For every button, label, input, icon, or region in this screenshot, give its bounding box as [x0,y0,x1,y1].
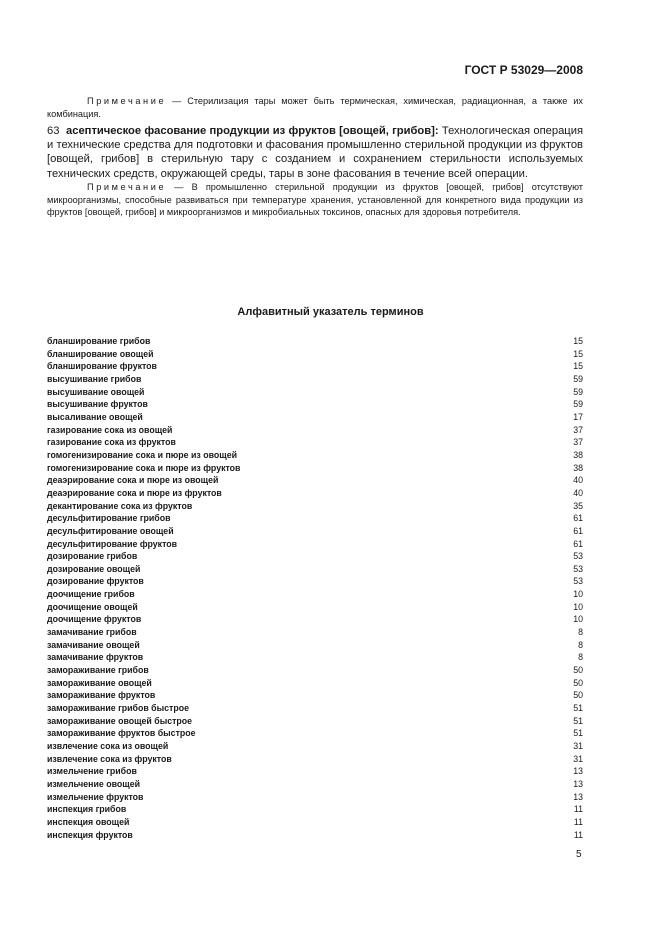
index-page: 50 [573,665,583,676]
index-page: 50 [573,677,583,688]
index-term: измельчение овощей [47,778,141,789]
term-number: 63 [47,125,60,137]
index-page: 51 [573,703,583,714]
index-page: 37 [573,424,583,435]
index-entry [47,601,583,614]
index-entry [47,727,583,740]
index-term: измельчение грибов [47,766,137,777]
index-entry [47,550,583,563]
term-index-list [47,335,583,841]
index-term: десульфитирование овощей [47,525,174,536]
index-entry [47,803,583,816]
index-page: 61 [573,513,583,524]
page-number: 5 [576,849,582,860]
index-entry [47,677,583,690]
index-entry [47,715,583,728]
index-term: замораживание грибов [47,665,149,676]
index-page: 8 [578,639,583,650]
index-term: высаливание овощей [47,411,143,422]
index-entry [47,474,583,487]
index-term: деаэрирование сока и пюре из овощей [47,475,219,486]
index-page: 10 [573,614,583,625]
index-term: высушивание овощей [47,386,145,397]
index-page: 11 [573,816,583,827]
index-entry [47,348,583,361]
index-entry [47,386,583,399]
index-entry [47,613,583,626]
index-page: 11 [573,804,583,815]
index-entry [47,816,583,829]
index-entry [47,436,583,449]
note-sterilization [47,95,583,120]
index-page: 38 [573,449,583,460]
index-entry [47,500,583,513]
index-entry [47,765,583,778]
index-term: газирование сока из фруктов [47,437,176,448]
index-entry [47,373,583,386]
document-header-id: ГОСТ Р 53029—2008 [464,63,583,77]
index-page: 51 [573,715,583,726]
index-page: 50 [573,690,583,701]
index-page: 53 [573,563,583,574]
index-term: замачивание фруктов [47,652,144,663]
index-term: дозирование грибов [47,551,138,562]
index-page: 61 [573,525,583,536]
index-entry [47,398,583,411]
note-lead: Примечание [87,182,167,192]
index-term: замачивание грибов [47,627,137,638]
index-term: бланширование грибов [47,336,151,346]
note-sterile-product [47,181,583,219]
index-term: десульфитирование грибов [47,513,171,524]
index-term: инспекция грибов [47,804,127,815]
index-entry [47,449,583,462]
index-entry [47,651,583,664]
term-definition: Технологическая операция и технические средства для подготовки и фасования промышленно стерильной продукции из фруктов [овощей, грибов] в стерильную тару с созданием и сохранением стерильности используемых технических средств, окружающей среды, тары в зоне фасования в течение всей операции. [47,125,584,180]
index-entry [47,335,583,348]
index-term: деаэрирование сока и пюре из фруктов [47,487,222,498]
index-entry [47,778,583,791]
index-page: 13 [573,766,583,777]
index-page: 53 [573,576,583,587]
index-entry [47,753,583,766]
index-term: гомогенизирование сока и пюре из овощей [47,449,237,460]
index-title: Алфавитный указатель терминов [237,306,424,318]
index-entry [47,702,583,715]
index-page: 37 [573,437,583,448]
index-page: 59 [573,386,583,397]
index-term: высушивание фруктов [47,399,148,410]
index-page: 35 [573,500,583,511]
index-page: 38 [573,462,583,473]
index-page: 59 [573,399,583,410]
note-text: — Стерилизация тары может быть термическая, химическая, радиационная, а также их комбинация. [47,96,583,119]
index-entry [47,487,583,500]
index-term: инспекция фруктов [47,829,133,840]
index-term: бланширование фруктов [47,361,157,372]
index-entry [47,829,583,842]
index-term: замораживание фруктов [47,690,156,701]
index-page: 53 [573,551,583,562]
index-term: инспекция овощей [47,816,130,827]
index-entry [47,538,583,551]
index-entry [47,639,583,652]
index-term: доочищение фруктов [47,614,142,625]
index-page: 31 [573,741,583,751]
index-term: замораживание грибов быстрое [47,703,189,714]
index-entry [47,512,583,525]
index-entry [47,424,583,437]
index-page: 59 [573,373,583,384]
index-term: бланширование овощей [47,348,154,359]
index-entry [47,575,583,588]
index-term: замораживание фруктов быстрое [47,728,196,739]
index-term: замораживание овощей [47,677,152,688]
index-entry [47,525,583,538]
index-term: извлечение сока из овощей [47,741,169,751]
index-page: 17 [573,411,583,422]
index-term: гомогенизирование сока и пюре из фруктов [47,462,241,473]
index-page: 61 [573,538,583,549]
index-term: замораживание овощей быстрое [47,715,193,726]
index-entry [47,689,583,702]
index-page: 13 [573,778,583,789]
index-entry [47,664,583,677]
index-page: 15 [573,336,583,346]
index-term: доочищение овощей [47,601,138,612]
index-term: измельчение фруктов [47,791,144,802]
index-page: 8 [578,652,583,663]
term-name: асептическое фасование продукции из фруктов [овощей, грибов]: [66,125,439,137]
index-entry [47,563,583,576]
index-entry [47,791,583,804]
index-term: декантирование сока из фруктов [47,500,193,511]
index-term: газирование сока из овощей [47,424,173,435]
index-page: 31 [573,753,583,764]
index-term: замачивание овощей [47,639,140,650]
index-page: 11 [573,829,583,840]
index-entry [47,360,583,373]
index-page: 13 [573,791,583,802]
index-term: извлечение сока из фруктов [47,753,172,764]
note-text: — В промышленно стерильной продукции из фруктов [овощей, грибов] отсутствуют микроорганизмы, способные развиваться при температуре хранения, установленной для конкретного вида продукции из фруктов [овощей, грибов] и микроорганизмов и микробиальных токсинов, опасных для здоровья потребителя. [47,182,583,218]
index-entry [47,462,583,475]
index-page: 8 [578,627,583,638]
index-page: 51 [573,728,583,739]
index-page: 15 [573,348,583,359]
index-page: 40 [573,487,583,498]
index-page: 10 [573,589,583,600]
index-page: 15 [573,361,583,372]
index-entry [47,411,583,424]
index-term: дозирование овощей [47,563,141,574]
index-page: 10 [573,601,583,612]
index-entry [47,740,583,753]
note-lead: Примечание [87,96,167,106]
index-term: дозирование фруктов [47,576,144,587]
index-entry [47,588,583,601]
index-term: десульфитирование фруктов [47,538,178,549]
index-page: 40 [573,475,583,486]
index-entry [47,626,583,639]
index-term: высушивание грибов [47,373,142,384]
index-term: доочищение грибов [47,589,135,600]
term-entry-63 [47,124,583,181]
